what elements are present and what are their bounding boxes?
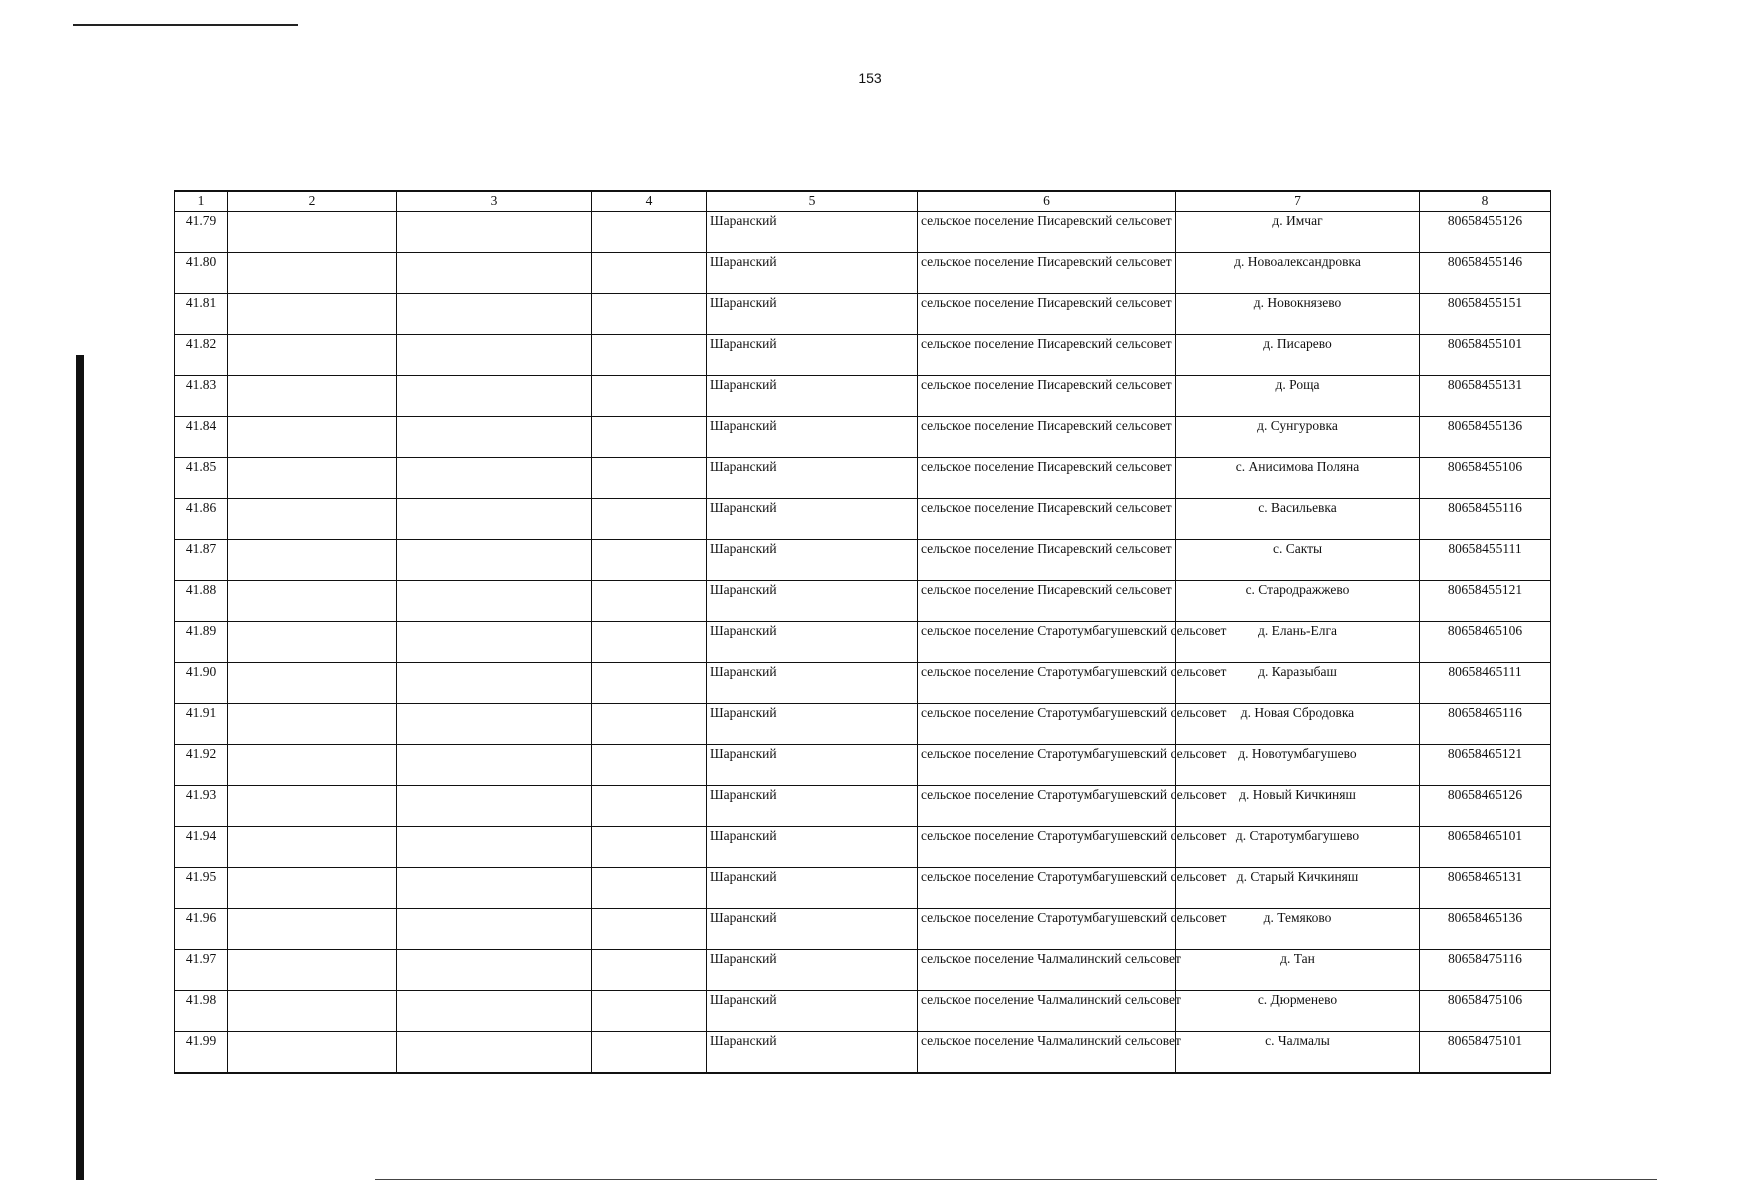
cell-col-3 — [397, 622, 592, 663]
table-body — [175, 212, 1551, 1073]
table-row — [175, 376, 1551, 417]
district-cell: Шаранский — [707, 786, 918, 827]
table-row — [175, 294, 1551, 335]
cell-col-3 — [397, 786, 592, 827]
cell-col-2 — [228, 868, 397, 909]
cell-col-2 — [228, 294, 397, 335]
cell-col-3 — [397, 540, 592, 581]
cell-col-4 — [592, 581, 707, 622]
row-number: 41.84 — [175, 417, 228, 458]
scan-edge-line-bottom — [375, 1179, 1657, 1180]
cell-col-2 — [228, 540, 397, 581]
table-row — [175, 991, 1551, 1032]
cell-col-4 — [592, 868, 707, 909]
row-number: 41.89 — [175, 622, 228, 663]
cell-col-4 — [592, 827, 707, 868]
locality-cell: с. Стародражжево — [1176, 581, 1420, 622]
page-number: 153 — [858, 70, 882, 86]
settlement-cell: сельское поселение Старотумбагушевский сельсовет — [918, 827, 1176, 868]
row-number: 41.81 — [175, 294, 228, 335]
cell-col-2 — [228, 950, 397, 991]
row-number: 41.99 — [175, 1032, 228, 1073]
column-header: 5 — [707, 191, 918, 212]
row-number: 41.91 — [175, 704, 228, 745]
cell-col-2 — [228, 499, 397, 540]
locality-cell: с. Чалмалы — [1176, 1032, 1420, 1073]
settlement-cell: сельское поселение Старотумбагушевский сельсовет — [918, 909, 1176, 950]
table-row — [175, 212, 1551, 253]
cell-col-2 — [228, 745, 397, 786]
cell-col-4 — [592, 1032, 707, 1073]
cell-col-4 — [592, 745, 707, 786]
cell-col-3 — [397, 335, 592, 376]
settlement-cell: сельское поселение Писаревский сельсовет — [918, 376, 1176, 417]
cell-col-2 — [228, 909, 397, 950]
row-number: 41.95 — [175, 868, 228, 909]
cell-col-2 — [228, 704, 397, 745]
table-row — [175, 827, 1551, 868]
district-cell: Шаранский — [707, 499, 918, 540]
district-cell: Шаранский — [707, 417, 918, 458]
row-number: 41.90 — [175, 663, 228, 704]
settlement-cell: сельское поселение Старотумбагушевский сельсовет — [918, 868, 1176, 909]
table-row — [175, 581, 1551, 622]
settlement-cell: сельское поселение Писаревский сельсовет — [918, 294, 1176, 335]
column-header: 8 — [1420, 191, 1551, 212]
locality-cell: с. Анисимова Поляна — [1176, 458, 1420, 499]
cell-col-4 — [592, 950, 707, 991]
settlement-cell: сельское поселение Писаревский сельсовет — [918, 581, 1176, 622]
row-number: 41.87 — [175, 540, 228, 581]
table-row — [175, 786, 1551, 827]
cell-col-4 — [592, 335, 707, 376]
district-cell: Шаранский — [707, 253, 918, 294]
district-cell: Шаранский — [707, 868, 918, 909]
locality-cell: д. Новотумбагушево — [1176, 745, 1420, 786]
row-number: 41.93 — [175, 786, 228, 827]
row-number: 41.79 — [175, 212, 228, 253]
oktmo-code-cell: 80658475116 — [1420, 950, 1551, 991]
settlement-cell: сельское поселение Писаревский сельсовет — [918, 212, 1176, 253]
cell-col-4 — [592, 499, 707, 540]
locality-cell: д. Новокнязево — [1176, 294, 1420, 335]
oktmo-code-cell: 80658455151 — [1420, 294, 1551, 335]
district-cell: Шаранский — [707, 294, 918, 335]
table-row — [175, 253, 1551, 294]
cell-col-4 — [592, 376, 707, 417]
oktmo-code-cell: 80658465126 — [1420, 786, 1551, 827]
cell-col-3 — [397, 294, 592, 335]
cell-col-3 — [397, 376, 592, 417]
settlement-cell: сельское поселение Писаревский сельсовет — [918, 540, 1176, 581]
locality-cell: с. Васильевка — [1176, 499, 1420, 540]
locality-cell: д. Роща — [1176, 376, 1420, 417]
settlement-cell: сельское поселение Старотумбагушевский сельсовет — [918, 704, 1176, 745]
district-cell: Шаранский — [707, 1032, 918, 1073]
column-header: 4 — [592, 191, 707, 212]
cell-col-3 — [397, 868, 592, 909]
row-number: 41.92 — [175, 745, 228, 786]
oktmo-code-cell: 80658465131 — [1420, 868, 1551, 909]
locality-cell: д. Темяково — [1176, 909, 1420, 950]
cell-col-4 — [592, 786, 707, 827]
cell-col-2 — [228, 458, 397, 499]
cell-col-2 — [228, 335, 397, 376]
settlement-cell: сельское поселение Писаревский сельсовет — [918, 417, 1176, 458]
locality-cell: д. Новый Кичкиняш — [1176, 786, 1420, 827]
district-cell: Шаранский — [707, 212, 918, 253]
oktmo-code-cell: 80658455106 — [1420, 458, 1551, 499]
cell-col-4 — [592, 704, 707, 745]
table-row — [175, 868, 1551, 909]
cell-col-2 — [228, 581, 397, 622]
cell-col-2 — [228, 786, 397, 827]
cell-col-3 — [397, 950, 592, 991]
district-cell: Шаранский — [707, 991, 918, 1032]
cell-col-4 — [592, 417, 707, 458]
cell-col-4 — [592, 622, 707, 663]
settlement-cell: сельское поселение Писаревский сельсовет — [918, 499, 1176, 540]
settlement-cell: сельское поселение Писаревский сельсовет — [918, 458, 1176, 499]
cell-col-4 — [592, 991, 707, 1032]
locality-cell: д. Писарево — [1176, 335, 1420, 376]
oktmo-code-cell: 80658465106 — [1420, 622, 1551, 663]
locality-cell: д. Старотумбагушево — [1176, 827, 1420, 868]
table-row — [175, 540, 1551, 581]
district-cell: Шаранский — [707, 376, 918, 417]
cell-col-2 — [228, 663, 397, 704]
row-number: 41.86 — [175, 499, 228, 540]
cell-col-4 — [592, 663, 707, 704]
cell-col-3 — [397, 212, 592, 253]
table-row — [175, 663, 1551, 704]
table-row — [175, 499, 1551, 540]
cell-col-3 — [397, 991, 592, 1032]
district-cell: Шаранский — [707, 622, 918, 663]
settlement-cell: сельское поселение Чалмалинский сельсовет — [918, 991, 1176, 1032]
table-row — [175, 458, 1551, 499]
column-header: 3 — [397, 191, 592, 212]
district-cell: Шаранский — [707, 827, 918, 868]
table-row — [175, 950, 1551, 991]
table-row — [175, 417, 1551, 458]
district-cell: Шаранский — [707, 335, 918, 376]
locality-cell: с. Дюрменево — [1176, 991, 1420, 1032]
cell-col-3 — [397, 663, 592, 704]
row-number: 41.97 — [175, 950, 228, 991]
district-cell: Шаранский — [707, 950, 918, 991]
settlement-cell: сельское поселение Чалмалинский сельсовет — [918, 1032, 1176, 1073]
scan-edge-bar-left — [76, 355, 84, 1180]
settlement-cell: сельское поселение Старотумбагушевский сельсовет — [918, 663, 1176, 704]
cell-col-2 — [228, 417, 397, 458]
cell-col-3 — [397, 1032, 592, 1073]
scan-edge-line-top — [73, 24, 298, 26]
cell-col-3 — [397, 253, 592, 294]
cell-col-4 — [592, 212, 707, 253]
cell-col-4 — [592, 540, 707, 581]
cell-col-3 — [397, 704, 592, 745]
table-row — [175, 335, 1551, 376]
cell-col-3 — [397, 909, 592, 950]
row-number: 41.82 — [175, 335, 228, 376]
oktmo-code-cell: 80658465116 — [1420, 704, 1551, 745]
oktmo-code-cell: 80658455146 — [1420, 253, 1551, 294]
district-cell: Шаранский — [707, 745, 918, 786]
oktmo-code-cell: 80658455136 — [1420, 417, 1551, 458]
locality-cell: д. Старый Кичкиняш — [1176, 868, 1420, 909]
oktmo-code-cell: 80658455101 — [1420, 335, 1551, 376]
oktmo-code-cell: 80658465111 — [1420, 663, 1551, 704]
cell-col-3 — [397, 581, 592, 622]
settlement-cell: сельское поселение Писаревский сельсовет — [918, 253, 1176, 294]
locality-cell: д. Новая Сбродовка — [1176, 704, 1420, 745]
oktmo-code-cell: 80658455126 — [1420, 212, 1551, 253]
settlement-registry-table — [174, 190, 1551, 1074]
cell-col-4 — [592, 458, 707, 499]
oktmo-code-cell: 80658455121 — [1420, 581, 1551, 622]
locality-cell: с. Сакты — [1176, 540, 1420, 581]
table-row — [175, 909, 1551, 950]
table-row — [175, 745, 1551, 786]
cell-col-2 — [228, 991, 397, 1032]
oktmo-code-cell: 80658455131 — [1420, 376, 1551, 417]
oktmo-code-cell: 80658465121 — [1420, 745, 1551, 786]
row-number: 41.96 — [175, 909, 228, 950]
locality-cell: д. Сунгуровка — [1176, 417, 1420, 458]
row-number: 41.83 — [175, 376, 228, 417]
locality-cell: д. Новоалександровка — [1176, 253, 1420, 294]
settlement-cell: сельское поселение Старотумбагушевский сельсовет — [918, 786, 1176, 827]
cell-col-2 — [228, 827, 397, 868]
cell-col-4 — [592, 253, 707, 294]
district-cell: Шаранский — [707, 704, 918, 745]
cell-col-2 — [228, 253, 397, 294]
oktmo-code-cell: 80658475101 — [1420, 1032, 1551, 1073]
district-cell: Шаранский — [707, 458, 918, 499]
header-row — [175, 191, 1551, 212]
oktmo-code-cell: 80658475106 — [1420, 991, 1551, 1032]
cell-col-3 — [397, 745, 592, 786]
cell-col-2 — [228, 212, 397, 253]
oktmo-code-cell: 80658455116 — [1420, 499, 1551, 540]
settlement-cell: сельское поселение Чалмалинский сельсовет — [918, 950, 1176, 991]
district-cell: Шаранский — [707, 540, 918, 581]
district-cell: Шаранский — [707, 663, 918, 704]
table-row — [175, 622, 1551, 663]
row-number: 41.80 — [175, 253, 228, 294]
table-row — [175, 704, 1551, 745]
locality-cell: д. Тан — [1176, 950, 1420, 991]
row-number: 41.85 — [175, 458, 228, 499]
settlement-cell: сельское поселение Писаревский сельсовет — [918, 335, 1176, 376]
cell-col-3 — [397, 499, 592, 540]
cell-col-4 — [592, 294, 707, 335]
cell-col-3 — [397, 458, 592, 499]
row-number: 41.94 — [175, 827, 228, 868]
row-number: 41.88 — [175, 581, 228, 622]
cell-col-3 — [397, 827, 592, 868]
column-header: 6 — [918, 191, 1176, 212]
cell-col-3 — [397, 417, 592, 458]
column-header: 2 — [228, 191, 397, 212]
locality-cell: д. Имчаг — [1176, 212, 1420, 253]
locality-cell: д. Елань-Елга — [1176, 622, 1420, 663]
row-number: 41.98 — [175, 991, 228, 1032]
oktmo-code-cell: 80658465101 — [1420, 827, 1551, 868]
column-header: 1 — [175, 191, 228, 212]
settlement-cell: сельское поселение Старотумбагушевский сельсовет — [918, 622, 1176, 663]
oktmo-code-cell: 80658455111 — [1420, 540, 1551, 581]
locality-cell: д. Каразыбаш — [1176, 663, 1420, 704]
settlement-cell: сельское поселение Старотумбагушевский сельсовет — [918, 745, 1176, 786]
district-cell: Шаранский — [707, 581, 918, 622]
cell-col-2 — [228, 622, 397, 663]
cell-col-4 — [592, 909, 707, 950]
district-cell: Шаранский — [707, 909, 918, 950]
cell-col-2 — [228, 376, 397, 417]
cell-col-2 — [228, 1032, 397, 1073]
table-row — [175, 1032, 1551, 1073]
column-header: 7 — [1176, 191, 1420, 212]
oktmo-code-cell: 80658465136 — [1420, 909, 1551, 950]
